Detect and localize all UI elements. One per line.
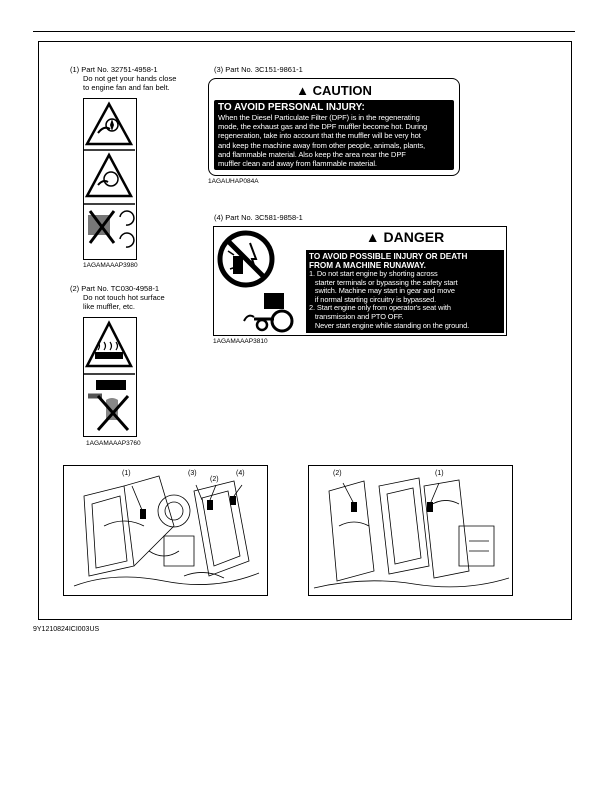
part1-line1: Do not get your hands close <box>83 74 177 83</box>
caution-line: regeneration, take into account that the muffler will be very hot <box>218 131 421 141</box>
callout-label: (4) <box>236 470 245 477</box>
part4-title: (4) Part No. 3C581-9858-1 <box>214 213 303 222</box>
warning-triangle-icon: ▲ <box>365 229 380 245</box>
danger-line: transmission and PTO OFF. <box>309 311 404 321</box>
part3-code: 1AGAUHAP084A <box>208 178 259 185</box>
callout-label: (1) <box>435 470 444 477</box>
caution-header <box>209 83 459 98</box>
caution-line: and keep the machine away from other people, animals, plants, <box>218 140 426 150</box>
part2-line2: like muffler, etc. <box>83 302 135 311</box>
warning-triangle-icon: ▲ <box>296 83 310 98</box>
hot-surface-warning-icon <box>84 318 135 435</box>
caution-body <box>214 100 454 170</box>
danger-heading: FROM A MACHINE RUNAWAY. <box>309 261 426 270</box>
part1-title: (1) Part No. 32751-4958-1 <box>70 65 158 74</box>
engine-illustration-left <box>63 465 268 596</box>
danger-line: switch. Machine may start in gear and move <box>309 286 455 296</box>
engine-illustration-right <box>308 465 513 596</box>
caution-line: muffler clean and away from flammable material. <box>218 159 377 169</box>
part1-code: 1AGAMAAAP3980 <box>83 262 138 269</box>
caution-header-text: CAUTION <box>312 83 372 98</box>
callout-label: (1) <box>122 470 131 477</box>
part2-code: 1AGAMAAAP3760 <box>86 440 141 447</box>
danger-line: 2. Start engine only from operator's seat with <box>309 303 451 313</box>
runaway-warning-icon <box>216 229 304 333</box>
part1-line2: to engine fan and fan belt. <box>83 83 170 92</box>
danger-line: if normal starting circuitry is bypassed. <box>309 294 437 304</box>
part2-line1: Do not touch hot surface <box>83 293 165 302</box>
danger-label <box>213 226 507 336</box>
callout-label: (2) <box>333 470 342 477</box>
header-rule <box>33 31 575 32</box>
part4-code: 1AGAMAAAP3810 <box>213 338 268 345</box>
danger-header <box>306 229 504 249</box>
danger-heading: TO AVOID POSSIBLE INJURY OR DEATH <box>309 252 468 261</box>
danger-body <box>306 250 504 333</box>
engine-compartment-drawing <box>309 466 512 595</box>
callout-label: (3) <box>188 470 197 477</box>
part1-label <box>83 98 137 260</box>
caution-line: When the Diesel Particulate Filter (DPF) is in the regenerating <box>218 113 420 122</box>
caution-heading: TO AVOID PERSONAL INJURY: <box>218 102 365 113</box>
fan-warning-icon <box>84 99 135 258</box>
danger-line: starter terminals or bypassing the safety start <box>309 277 458 287</box>
part3-title: (3) Part No. 3C151-9861-1 <box>214 65 303 74</box>
footer-code: 9Y1210824ICI003US <box>33 626 100 633</box>
engine-compartment-drawing <box>64 466 267 595</box>
caution-line: mode, the exhaust gas and the DPF muffler become hot. During <box>218 122 428 132</box>
danger-line: Never start engine while standing on the ground. <box>309 320 470 330</box>
callout-label: (2) <box>210 476 219 483</box>
part2-title: (2) Part No. TC030-4958-1 <box>70 284 160 293</box>
danger-header-text: DANGER <box>383 229 445 245</box>
caution-line: and flammable material. Also keep the area near the DPF <box>218 149 406 159</box>
part2-label <box>83 317 137 437</box>
caution-label <box>208 78 460 176</box>
danger-line: 1. Do not start engine by shorting across <box>309 269 438 278</box>
